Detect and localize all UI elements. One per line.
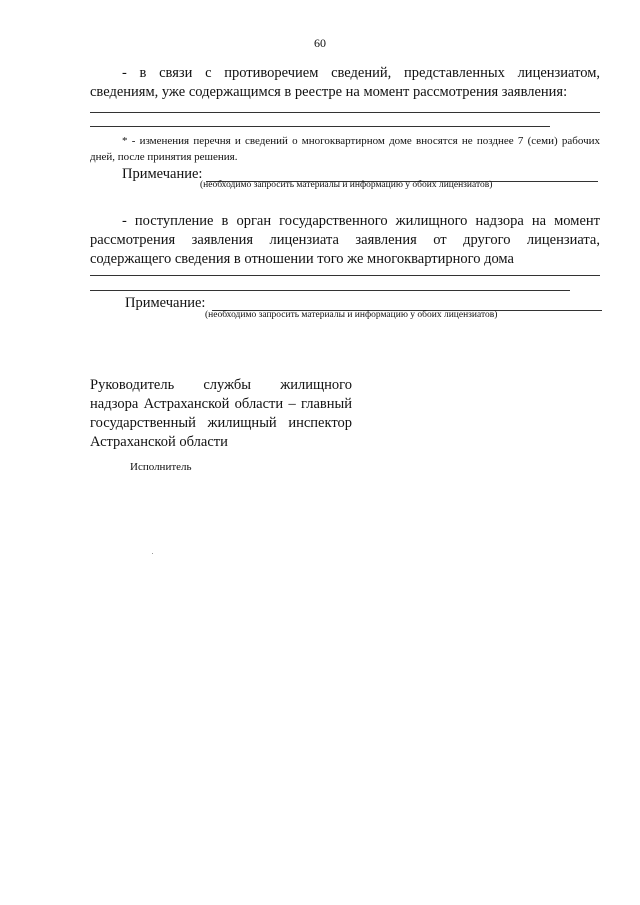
fill-line — [90, 290, 570, 291]
note-label: Примечание: — [122, 166, 203, 182]
note-caption: (необходимо запросить материалы и информацию у обоих лицензиатов) — [205, 310, 498, 320]
footnote: * - изменения перечня и сведений о многоквартирном доме вносятся не позднее 7 (семи) рабочих дней, после принятия решения. — [90, 135, 600, 163]
note-label: Примечание: — [125, 295, 206, 311]
executor-label: Исполнитель — [130, 461, 192, 473]
signature-block: Руководитель службы жилищного надзора Астраханской области – главный государственный жилищный инспектор Астраханской области — [90, 377, 352, 450]
scan-speck — [152, 553, 153, 554]
paragraph-contradiction: - в связи с противоречием сведений, представленных лицензиатом, сведениям, уже содержащимся в реестре на момент рассмотрения заявления: — [90, 65, 600, 100]
fill-line — [90, 126, 550, 127]
fill-line — [90, 112, 600, 113]
paragraph-other-licensee: - поступление в орган государственного жилищного надзора на момент рассмотрения заявления лицензиата заявления от другого лицензиата, содержащего сведения в отношении того же многоквартирного дома — [90, 213, 600, 267]
note-caption: (необходимо запросить материалы и информацию у обоих лицензиатов) — [200, 180, 493, 190]
page-number: 60 — [314, 36, 326, 50]
fill-line — [90, 275, 600, 276]
